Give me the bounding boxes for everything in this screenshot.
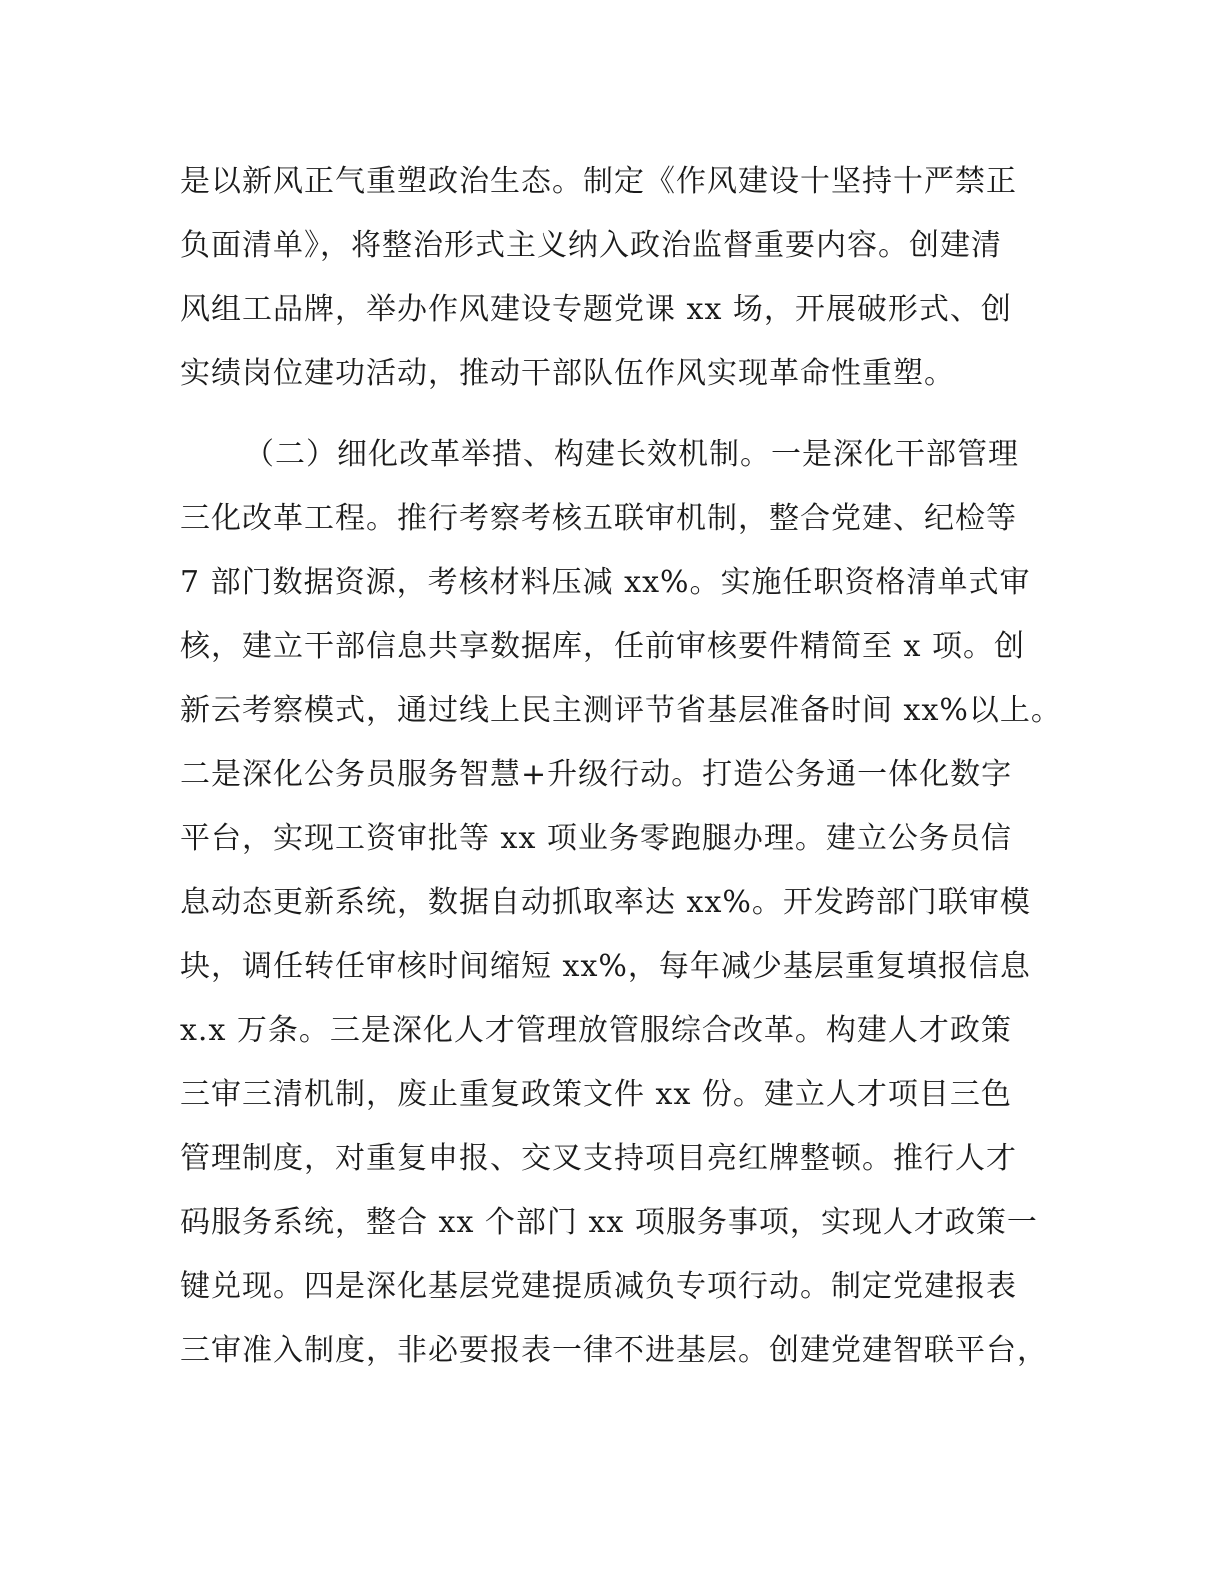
section-heading-line: （二）细化改革举措、构建长效机制。一是深化干部管理 bbox=[244, 437, 1019, 472]
paragraph-line: 新云考察模式，通过线上民主测评节省基层准备时间 xx%以上。 bbox=[180, 693, 1062, 728]
paragraph-1 bbox=[180, 150, 1060, 406]
paragraph-line: 块，调任转任审核时间缩短 xx%，每年减少基层重复填报信息 bbox=[180, 949, 1031, 984]
paragraph-line: 二是深化公务员服务智慧+升级行动。打造公务通一体化数字 bbox=[180, 757, 1013, 792]
paragraph-line: 是以新风正气重塑政治生态。制定《作风建设十坚持十严禁正 bbox=[180, 164, 1017, 199]
paragraph-line: 码服务系统，整合 xx 个部门 xx 项服务事项，实现人才政策一 bbox=[180, 1205, 1038, 1240]
paragraph-line: 平台，实现工资审批等 xx 项业务零跑腿办理。建立公务员信 bbox=[180, 821, 1012, 856]
paragraph-line: 三审三清机制，废止重复政策文件 xx 份。建立人才项目三色 bbox=[180, 1077, 1012, 1112]
paragraph-line: 负面清单》，将整治形式主义纳入政治监督重要内容。创建清 bbox=[180, 228, 1002, 263]
paragraph-2 bbox=[180, 423, 1060, 1383]
paragraph-line: 核，建立干部信息共享数据库，任前审核要件精简至 x 项。创 bbox=[180, 629, 1025, 664]
paragraph-line: 风组工品牌，举办作风建设专题党课 xx 场，开展破形式、创 bbox=[180, 292, 1012, 327]
paragraph-line: 键兑现。四是深化基层党建提质减负专项行动。制定党建报表 bbox=[180, 1269, 1017, 1304]
paragraph-line: x.x 万条。三是深化人才管理放管服综合改革。构建人才政策 bbox=[180, 1013, 1012, 1048]
paragraph-line: 息动态更新系统，数据自动抓取率达 xx%。开发跨部门联审模 bbox=[180, 885, 1031, 920]
paragraph-line: 三审准入制度，非必要报表一律不进基层。创建党建智联平台， bbox=[180, 1333, 1048, 1368]
paragraph-line: 实绩岗位建功活动，推动干部队伍作风实现革命性重塑。 bbox=[180, 356, 955, 391]
paragraph-line: 管理制度，对重复申报、交叉支持项目亮红牌整顿。推行人才 bbox=[180, 1141, 1017, 1176]
paragraph-line: 7 部门数据资源，考核材料压减 xx%。实施任职资格清单式审 bbox=[180, 565, 1031, 600]
paragraph-line: 三化改革工程。推行考察考核五联审机制，整合党建、纪检等 bbox=[180, 501, 1017, 536]
